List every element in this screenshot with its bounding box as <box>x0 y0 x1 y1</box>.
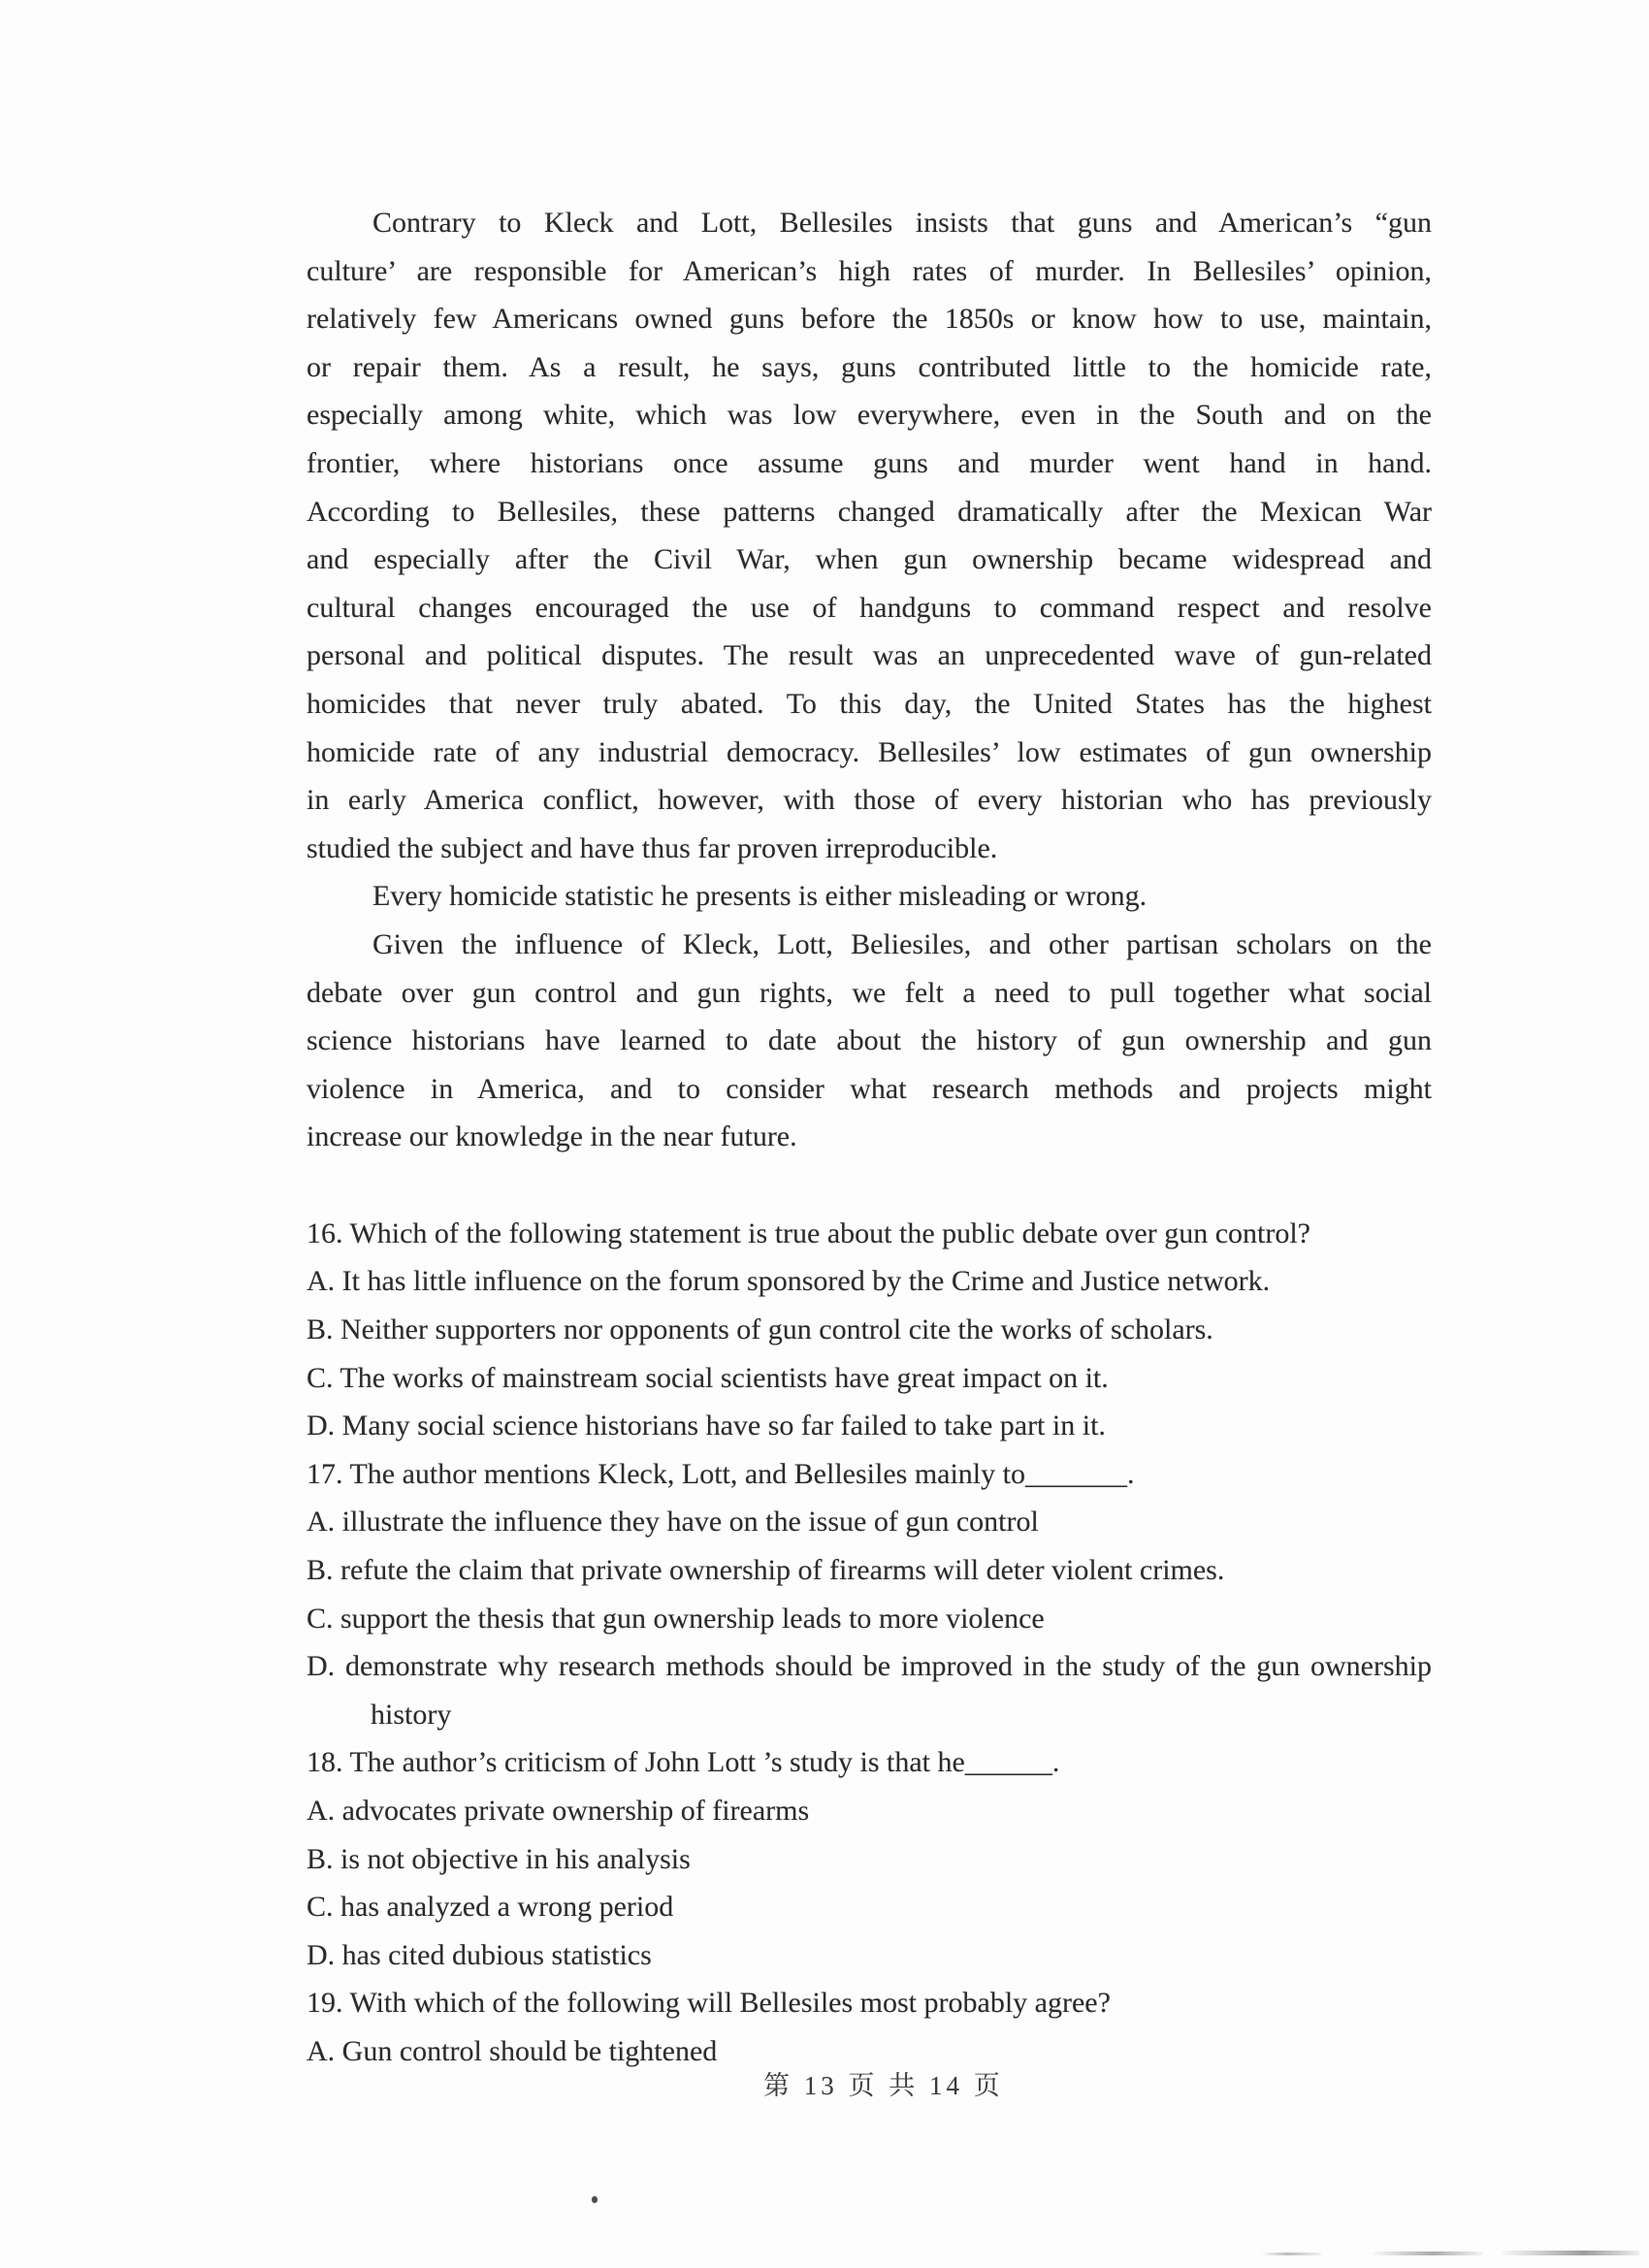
passage-paragraph <box>307 921 1432 1161</box>
question-stem: 16. Which of the following statement is true about the public debate over gun control? <box>307 1216 1310 1249</box>
passage-line: Contrary to Kleck and Lott, Bellesiles insists that guns and American’s “gun <box>372 207 1432 239</box>
passage-line: Every homicide statistic he presents is either misleading or wrong. <box>372 880 1148 913</box>
passage-line: studied the subject and have thus far proven irreproducible. <box>307 831 998 864</box>
scan-edge-artifact <box>1261 2252 1321 2255</box>
question-option: B. Neither supporters nor opponents of gun control cite the works of scholars. <box>307 1313 1213 1346</box>
question-option: B. is not objective in his analysis <box>307 1842 691 1875</box>
question-option: C. The works of mainstream social scientists have great impact on it. <box>307 1361 1109 1394</box>
question-option: C. has analyzed a wrong period <box>307 1891 674 1924</box>
passage-line: homicide rate of any industrial democracy. Bellesiles’ low estimates of gun ownership <box>307 735 1432 768</box>
question-option: D. has cited dubious statistics <box>307 1938 652 1971</box>
question-option: A. illustrate the influence they have on the issue of gun control <box>307 1506 1039 1539</box>
passage-line: or repair them. As a result, he says, guns contributed little to the homicide rate, <box>307 350 1432 383</box>
page-number-footer: 第 13 页 共 14 页 <box>763 2071 1004 2100</box>
question-stem: 19. With which of the following will Bellesiles most probably agree? <box>307 1987 1111 2020</box>
passage-line: culture’ are responsible for American’s high rates of murder. In Bellesiles’ opinion, <box>307 254 1432 287</box>
passage-line: science historians have learned to date about the history of gun ownership and gun <box>307 1024 1432 1057</box>
question-17 <box>307 1450 1432 1739</box>
passage-line: especially among white, which was low everywhere, even in the South and on the <box>307 399 1432 432</box>
question-option: A. Gun control should be tightened <box>307 2034 718 2067</box>
question-option: A. It has little influence on the forum sponsored by the Crime and Justice network. <box>307 1265 1271 1298</box>
question-stem: 18. The author’s criticism of John Lott ’s study is that he______. <box>307 1746 1060 1779</box>
question-stem: 17. The author mentions Kleck, Lott, and Bellesiles mainly to_______. <box>307 1457 1135 1490</box>
questions-section <box>307 1210 1432 2076</box>
passage-line: According to Bellesiles, these patterns changed dramatically after the Mexican War <box>307 495 1432 528</box>
passage-line: in early America conflict, however, with those of every historian who has previously <box>307 784 1432 817</box>
scan-speck-artifact <box>592 2196 598 2203</box>
passage-line: frontier, where historians once assume guns and murder went hand in hand. <box>307 446 1432 479</box>
scan-edge-artifact <box>1373 2252 1483 2255</box>
passage-line: cultural changes encouraged the use of handguns to command respect and resolve <box>307 591 1432 624</box>
passage-paragraph <box>307 199 1432 872</box>
question-19 <box>307 1979 1432 2075</box>
question-option: A. advocates private ownership of firearms <box>307 1795 810 1827</box>
question-18 <box>307 1738 1432 1979</box>
passage-line: debate over gun control and gun rights, we felt a need to pull together what social <box>307 976 1432 1009</box>
passage-line: relatively few Americans owned guns before the 1850s or know how to use, maintain, <box>307 303 1432 336</box>
passage-paragraph <box>307 872 1432 921</box>
question-option: C. support the thesis that gun ownership leads to more violence <box>307 1602 1045 1635</box>
document-body <box>307 199 1432 2076</box>
passage-line: Given the influence of Kleck, Lott, Beliesiles, and other partisan scholars on the <box>372 927 1432 960</box>
passage-line: homicides that never truly abated. To this day, the United States has the highest <box>307 687 1432 720</box>
question-option: D. demonstrate why research methods should be improved in the study of the gun ownership history <box>307 1650 1432 1731</box>
question-option: D. Many social science historians have so far failed to take part in it. <box>307 1409 1106 1442</box>
passage-line: violence in America, and to consider what research methods and projects might <box>307 1072 1432 1105</box>
passage-line: and especially after the Civil War, when gun ownership became widespread and <box>307 543 1432 576</box>
passage-line: personal and political disputes. The result was an unprecedented wave of gun-related <box>307 639 1432 672</box>
passage-line: increase our knowledge in the near future. <box>307 1120 797 1153</box>
scan-edge-artifact <box>1502 2251 1639 2255</box>
question-option: B. refute the claim that private ownership of firearms will deter violent crimes. <box>307 1554 1225 1587</box>
question-16 <box>307 1210 1432 1450</box>
